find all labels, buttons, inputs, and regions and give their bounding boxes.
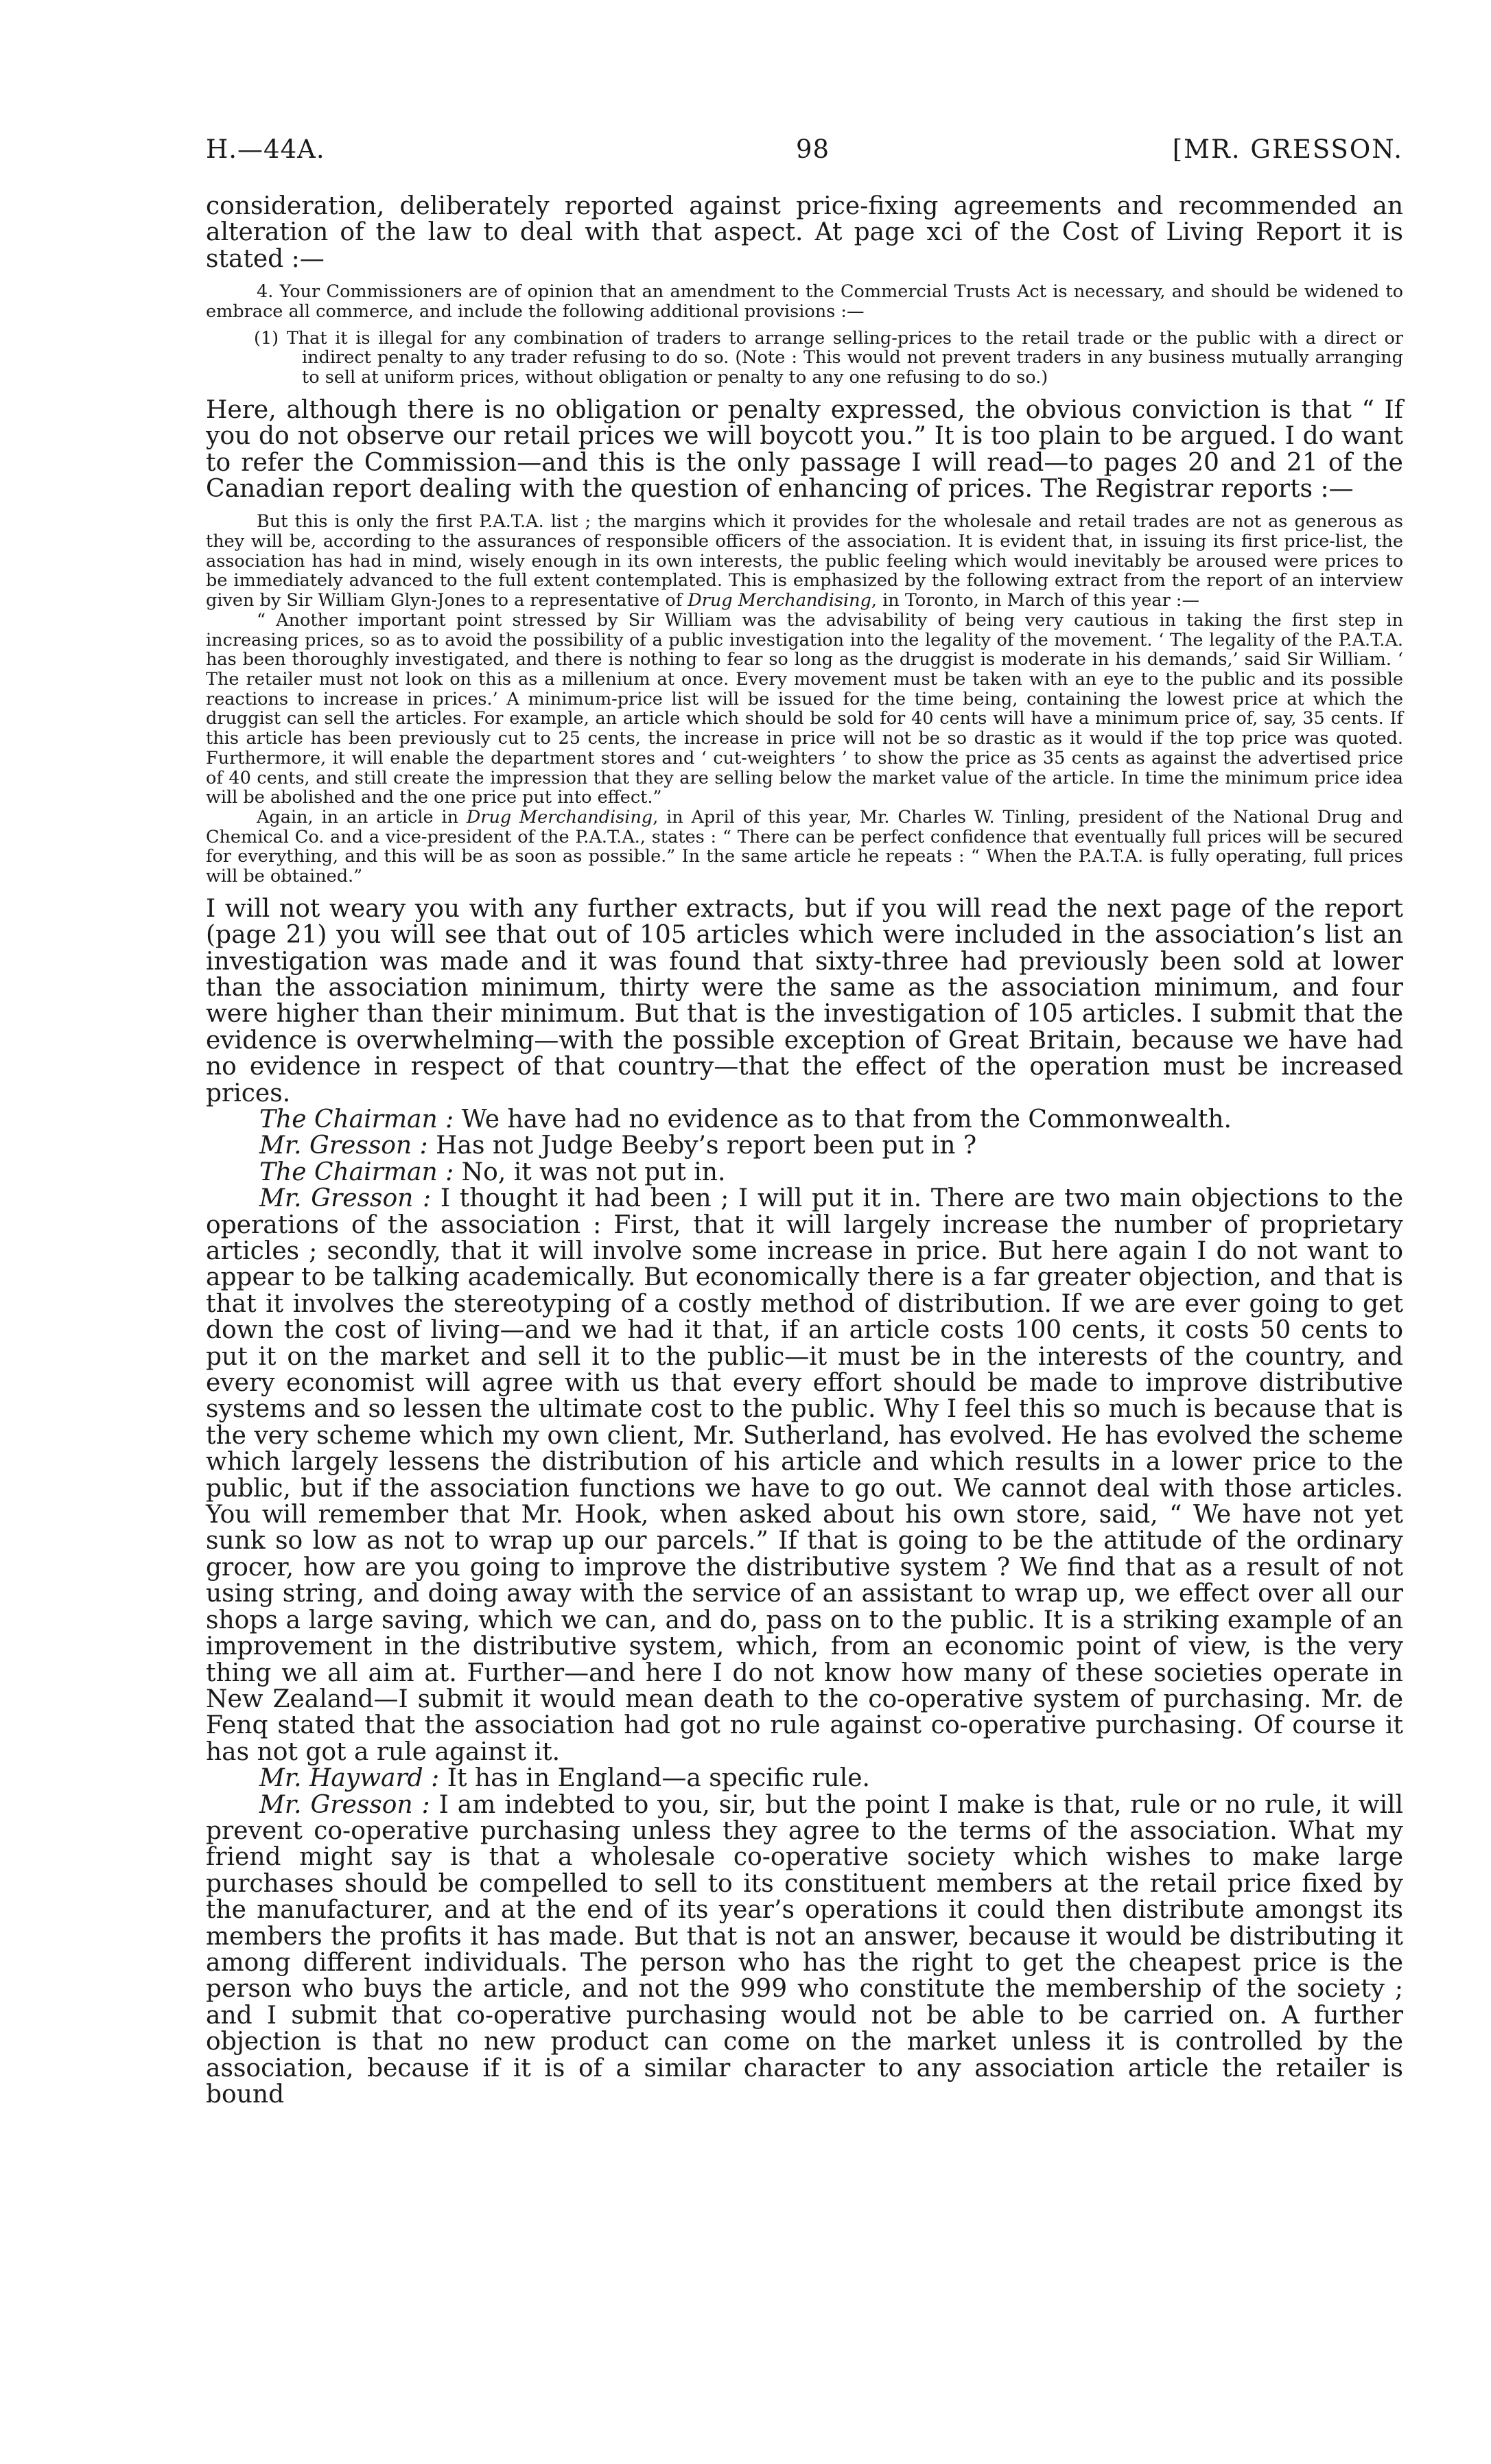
page-body (206, 193, 1403, 2108)
speech-text: No, it was not put in. (454, 1158, 726, 1186)
speaker-name: Mr. Gresson : (259, 1131, 428, 1160)
quote-tinling-article (206, 808, 1403, 887)
cost-of-living-quote (206, 282, 1403, 388)
page-number: 98 (796, 134, 830, 164)
quote-tinling-a: Again, in an article in (257, 806, 467, 828)
running-header (206, 134, 1403, 176)
intro-paragraph: consideration, deliberately reported against price-fixing agreements and recommended an alteration of the law to deal with that aspect. At page xci of the Cost of Living Report it is stated :— (206, 192, 1403, 273)
speaker-heading: [MR. GRESSON. (1172, 134, 1403, 164)
quote-paragraph-4: 4. Your Commissioners are of opinion that an amendment to the Commercial Trusts Act is necessary, and should be widened to embrace all commerce, and include the following additional provisions :— (206, 281, 1403, 322)
speaker-name: Mr. Gresson : (259, 1184, 432, 1213)
dialogue-hayward (206, 1765, 1403, 1792)
speech-text: Has not Judge Beeby’s report been put in ? (427, 1131, 977, 1160)
dialogue-chairman-2 (206, 1160, 1403, 1186)
quote-pata-list-b: , in Toronto, in March of this year :— (871, 590, 1199, 611)
publication-title: Drug Merchandising (466, 806, 653, 828)
quote-tinling-b: , in April of this year, Mr. Charles W. Tinling, president of the National Drug and Chemical Co. and a vice-president of the P.A.T.A., states : “ There can be perfect confidence that eventually full prices will be secured for everything, and this will be as soon as possible.” In the same article he repeats : “ When the P.A.T.A. is fully operating, full prices will be obtained.” (206, 806, 1403, 887)
document-reference: H.—44A. (206, 134, 325, 164)
speaker-name: The Chairman : (259, 1158, 454, 1186)
quote-glyn-jones-interview: “ Another important point stressed by Sir William was the advisability of being very cautious in taking the first step in increasing prices, so as to avoid the possibility of a public investigation into the legality of the movement. ‘ The legality of the P.A.T.A. has been thoroughly investigated, and there is nothing to fear so long as the druggist is moderate in his demands,’ said Sir William. ‘ The retailer must not look on this as a millenium at once. Every movement must be taken with an eye to the public and its possible reactions to increase in prices.’ A minimum-price list will be issued for the time being, containing the lowest price at which the druggist can sell the articles. For example, an article which should be sold for 40 cents will have a minimum price of, say, 35 cents. If this article has been previously cut to 25 cents, the increase in price will not be so drastic as it would if the top price was quoted. Furthermore, it will enable the department stores and ‘ cut-weighters ’ to show the price as 35 cents as against the advertised price of 40 cents, and still create the impression that they are selling below the market value of the article. In time the minimum price idea will be abolished and the one price put into effect.” (206, 609, 1403, 808)
dialogue-gresson-2 (206, 1186, 1403, 1765)
speaker-name: Mr. Gresson : (259, 1790, 430, 1819)
speaker-name: Mr. Hayward : (259, 1764, 440, 1793)
quote-pata-list (206, 512, 1403, 611)
quote-provision-1: (1) That it is illegal for any combination of traders to arrange selling-prices to the retail trade or the public with a direct or indirect penalty to any trader refusing to do so. (Note : This would not prevent traders in any business mutually arranging to sell at uniform prices, without obligation or penalty to any one refusing to do so.) (254, 327, 1403, 388)
dialogue-gresson-3 (206, 1792, 1403, 2109)
publication-title: Drug Merchandising (688, 590, 871, 611)
canadian-report-quote (206, 512, 1403, 886)
speech-text: It has in England—a specific rule. (439, 1764, 870, 1793)
boycott-paragraph: Here, although there is no obligation or penalty expressed, the obvious conviction is that “ If you do not observe our retail prices we will boycott you.” It is too plain to be argued. I do want to refer the Commission—and this is the only passage I will read—to pages 20 and 21 of the Canadian report dealing with the question of enhancing of prices. The Registrar reports :— (206, 395, 1403, 503)
extracts-paragraph: I will not weary you with any further extracts, but if you will read the next page of the report (page 21) you will see that out of 105 articles which were included in the association’s list an investigation was made and it was found that sixty-three had previously been sold at lower than the association minimum, thirty were the same as the association minimum, and four were higher than their minimum. But that is the investigation of 105 articles. I submit that the evidence is overwhelming—with the possible exception of Great Britain, because we have had no evidence in respect of that country—that the effect of the operation must be increased prices. (206, 894, 1403, 1107)
speech-text: I thought it had been ; I will put it in. There are two main objections to the operations of the association : First, that it will largely increase the number of proprietary articles ; secondly, that it will involve some increase in price. But here again I do not want to appear to be talking academically. But economically there is a far greater objection, and that is that it involves the stereotyping of a costly method of distribution. If we are ever going to get down the cost of living—and we had it that, if an article costs 100 cents, it costs 50 cents to put it on the market and sell it to the public—it must be in the interests of the country, and every economist will agree with us that every effort should be made to improve distributive systems and so lessen the ultimate cost to the public. Why I feel this so much is because that is the very scheme which my own client, Mr. Sutherland, has evolved. He has evolved the scheme which largely lessens the distribution of his article and which results in a lower price to the public, but if the association functions we have to go out. We cannot deal with those articles. You will remember that Mr. Hook, when asked about his own store, said, “ We have not yet sunk so low as not to wrap up our parcels.” If that is going to be the attitude of the ordinary grocer, how are you going to improve the distributive system ? We find that as a result of not using string, and doing away with the service of an assistant to wrap up, we effect over all our shops a large saving, which we can, and do, pass on to the public. It is a striking example of an improvement in the distributive system, which, from an economic point of view, is the very thing we all aim at. Further—and here I do not know how many of these societies operate in New Zealand—I submit it would mean death to the co-operative system of purchasing. Mr. de Fenq stated that the association had got no rule against co-operative purchasing. Of course it has not got a rule against it. (206, 1184, 1403, 1766)
dialogue-chairman-1 (206, 1107, 1403, 1133)
quote-pata-list-a: But this is only the first P.A.T.A. list ; the margins which it provides for the wholesale and retail trades are not as generous as they will be, according to the assurances of responsible officers of the association. It is evident that, in issuing its first price-list, the association has had in mind, wisely enough in its own interests, the public feeling which would inevitably be aroused were prices to be immediately advanced to the full extent contemplated. This is emphasized by the following extract from the report of an interview given by Sir William Glyn-Jones to a representative of (206, 511, 1403, 611)
speech-text: We have had no evidence as to that from the Commonwealth. (454, 1105, 1232, 1134)
speaker-name: The Chairman : (259, 1105, 454, 1134)
dialogue-gresson-1 (206, 1133, 1403, 1159)
speech-text: I am indebted to you, sir, but the point I make is that, rule or no rule, it will prevent co-operative purchasing unless they agree to the terms of the association. What my friend might say is that a wholesale co-operative society which wishes to make large purchases should be compelled to sell to its constituent members at the retail price fixed by the manufacturer, and at the end of its year’s operations it could then distribute amongst its members the profits it has made. But that is not an answer, because it would be distributing it among different individuals. The person who has the right to get the cheapest price is the person who buys the article, and not the 999 who constitute the membership of the society ; and I submit that co-operative purchasing would not be able to be carried on. A further objection is that no new product can come on the market unless it is controlled by the association, because if it is of a similar character to any association article the retailer is bound (206, 1790, 1404, 2109)
